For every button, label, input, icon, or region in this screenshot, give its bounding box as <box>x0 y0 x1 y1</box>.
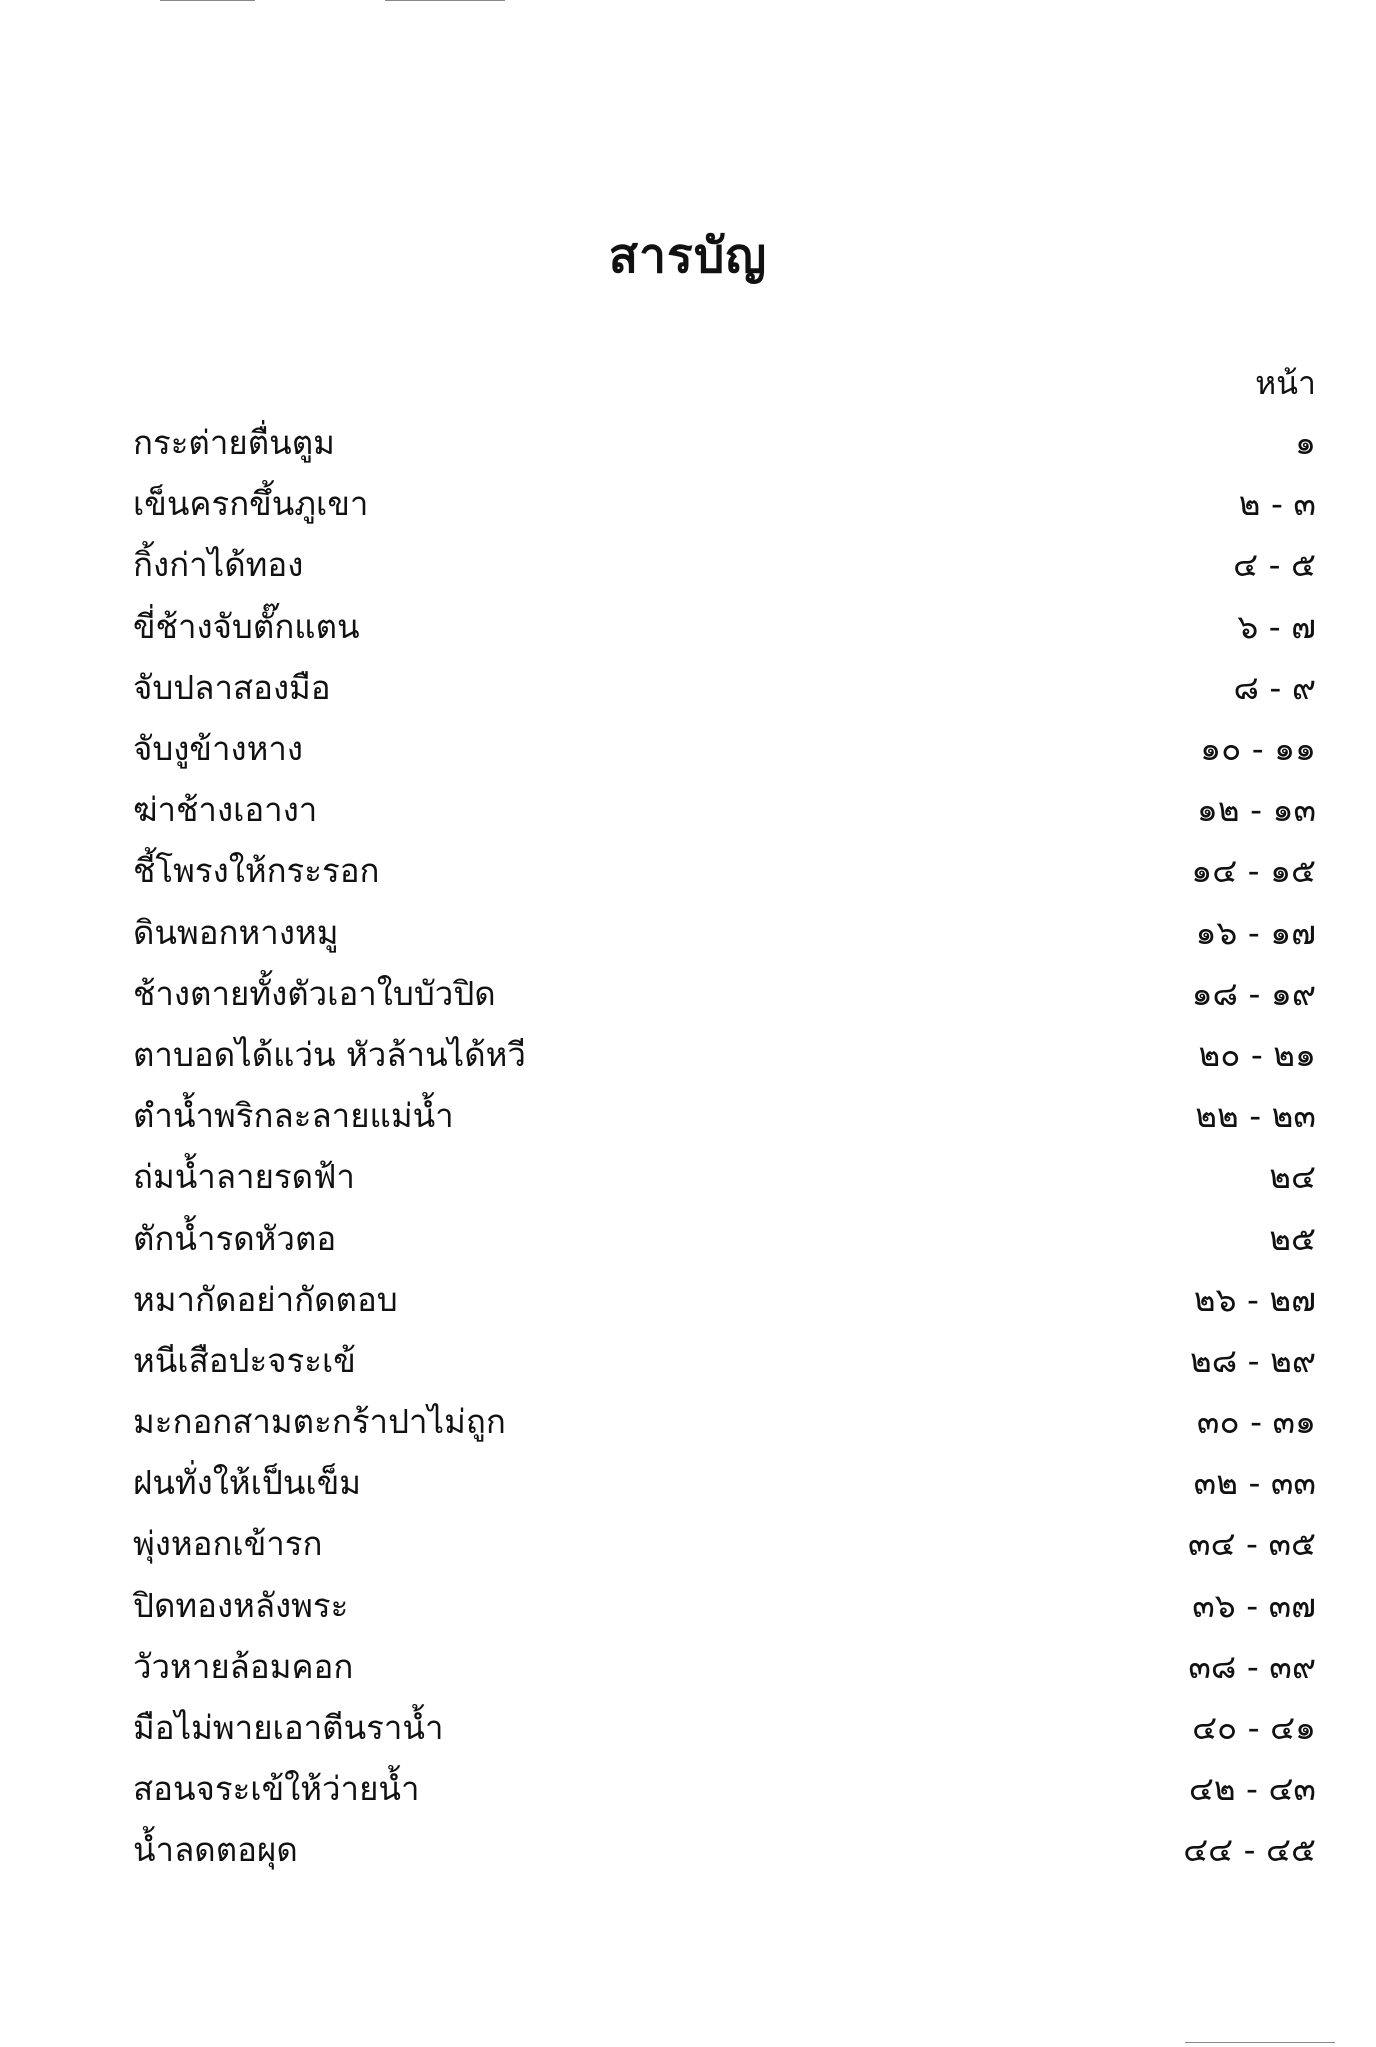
toc-entry[interactable] <box>133 657 1316 718</box>
toc-entry-pages: ๘ - ๙ <box>1233 667 1316 707</box>
toc-entry-title: ตาบอดได้แว่น หัวล้านได้หวี <box>133 1034 526 1074</box>
toc-entry-pages: ๓๐ - ๓๑ <box>1196 1402 1316 1442</box>
toc-entry[interactable] <box>133 1452 1316 1513</box>
toc-entry-pages: ๑๐ - ๑๑ <box>1200 729 1316 769</box>
toc-entry[interactable] <box>133 1269 1316 1330</box>
table-of-contents <box>133 412 1316 1881</box>
toc-entry[interactable] <box>133 412 1316 473</box>
toc-entry-title: สอนจระเข้ให้ว่ายน้ำ <box>133 1769 420 1809</box>
toc-entry[interactable] <box>133 718 1316 779</box>
toc-entry-pages: ๔๐ - ๔๑ <box>1192 1708 1316 1748</box>
toc-entry-pages: ๔๔ - ๔๕ <box>1183 1830 1316 1870</box>
toc-entry-pages: ๔ - ๕ <box>1233 545 1316 585</box>
toc-entry[interactable] <box>133 1391 1316 1452</box>
toc-entry-title: ชี้โพรงให้กระรอก <box>133 851 380 891</box>
toc-entry-pages: ๖ - ๗ <box>1237 606 1316 646</box>
toc-entry-title: ฝนทั่งให้เป็นเข็ม <box>133 1463 362 1503</box>
toc-entry-title: จับงูข้างหาง <box>133 729 303 769</box>
toc-entry-title: จับปลาสองมือ <box>133 667 331 707</box>
toc-entry-title: ช้างตายทั้งตัวเอาใบบัวปิด <box>133 973 496 1013</box>
toc-entry[interactable] <box>133 779 1316 840</box>
toc-entry[interactable] <box>133 840 1316 901</box>
toc-entry[interactable] <box>133 1636 1316 1697</box>
toc-entry[interactable] <box>133 1819 1316 1880</box>
toc-entry-title: หมากัดอย่ากัดตอบ <box>133 1279 398 1319</box>
toc-entry[interactable] <box>133 902 1316 963</box>
scan-mark-top-center <box>385 0 505 1</box>
toc-entry-pages: ๑๘ - ๑๙ <box>1191 973 1316 1013</box>
scan-mark-bottom-right <box>1185 2042 1335 2043</box>
toc-entry-title: มือไม่พายเอาตีนราน้ำ <box>133 1708 444 1748</box>
toc-entry-title: ตำน้ำพริกละลายแม่น้ำ <box>133 1096 454 1136</box>
toc-entry-pages: ๒ - ๓ <box>1238 484 1316 524</box>
toc-entry[interactable] <box>133 1758 1316 1819</box>
toc-entry-pages: ๑ <box>1295 423 1316 463</box>
toc-entry[interactable] <box>133 534 1316 595</box>
toc-entry-pages: ๓๔ - ๓๕ <box>1188 1524 1316 1564</box>
toc-entry[interactable] <box>133 1024 1316 1085</box>
toc-entry[interactable] <box>133 963 1316 1024</box>
toc-entry-title: วัวหายล้อมคอก <box>133 1646 354 1686</box>
toc-entry-pages: ๑๔ - ๑๕ <box>1191 851 1316 891</box>
scan-mark-top-left <box>160 0 255 1</box>
toc-entry[interactable] <box>133 1085 1316 1146</box>
toc-entry-pages: ๓๒ - ๓๓ <box>1193 1463 1316 1503</box>
toc-entry[interactable] <box>133 1146 1316 1207</box>
toc-entry-pages: ๒๘ - ๒๙ <box>1189 1340 1316 1380</box>
toc-entry-title: ตักน้ำรดหัวตอ <box>133 1218 337 1258</box>
toc-entry-title: มะกอกสามตะกร้าปาไม่ถูก <box>133 1402 506 1442</box>
toc-entry[interactable] <box>133 473 1316 534</box>
toc-entry-pages: ๒๕ <box>1269 1218 1316 1258</box>
toc-entry-pages: ๓๘ - ๓๙ <box>1188 1646 1316 1686</box>
toc-entry-title: เข็นครกขึ้นภูเขา <box>133 484 369 524</box>
toc-entry-title: ขี่ช้างจับตั๊กแตน <box>133 606 360 646</box>
toc-entry-title: ถ่มน้ำลายรดฟ้า <box>133 1157 355 1197</box>
page-column-label: หน้า <box>1255 364 1316 402</box>
toc-entry-title: ฆ่าช้างเอางา <box>133 790 318 830</box>
toc-entry-pages: ๑๒ - ๑๓ <box>1196 790 1316 830</box>
toc-entry-title: พุ่งหอกเข้ารก <box>133 1524 323 1564</box>
toc-entry-pages: ๒๐ - ๒๑ <box>1198 1034 1316 1074</box>
toc-entry-title: กิ้งก่าได้ทอง <box>133 545 304 585</box>
toc-entry-pages: ๑๖ - ๑๗ <box>1195 912 1316 952</box>
toc-entry-title: ปิดทองหลังพระ <box>133 1585 349 1625</box>
toc-entry[interactable] <box>133 1330 1316 1391</box>
toc-entry-title: หนีเสือปะจระเข้ <box>133 1340 356 1380</box>
toc-entry[interactable] <box>133 1207 1316 1268</box>
toc-entry[interactable] <box>133 596 1316 657</box>
toc-entry-pages: ๔๒ - ๔๓ <box>1188 1769 1316 1809</box>
toc-entry-title: ดินพอกหางหมู <box>133 912 339 952</box>
page-title: สารบัญ <box>608 228 768 284</box>
toc-entry-pages: ๒๒ - ๒๓ <box>1195 1096 1316 1136</box>
toc-entry-title: กระต่ายตื่นตูม <box>133 423 335 463</box>
toc-entry[interactable] <box>133 1575 1316 1636</box>
toc-entry-title: น้ำลดตอผุด <box>133 1830 298 1870</box>
toc-entry[interactable] <box>133 1697 1316 1758</box>
toc-entry-pages: ๒๔ <box>1269 1157 1316 1197</box>
toc-entry-pages: ๓๖ - ๓๗ <box>1192 1585 1316 1625</box>
toc-entry-pages: ๒๖ - ๒๗ <box>1193 1279 1316 1319</box>
toc-entry[interactable] <box>133 1513 1316 1574</box>
